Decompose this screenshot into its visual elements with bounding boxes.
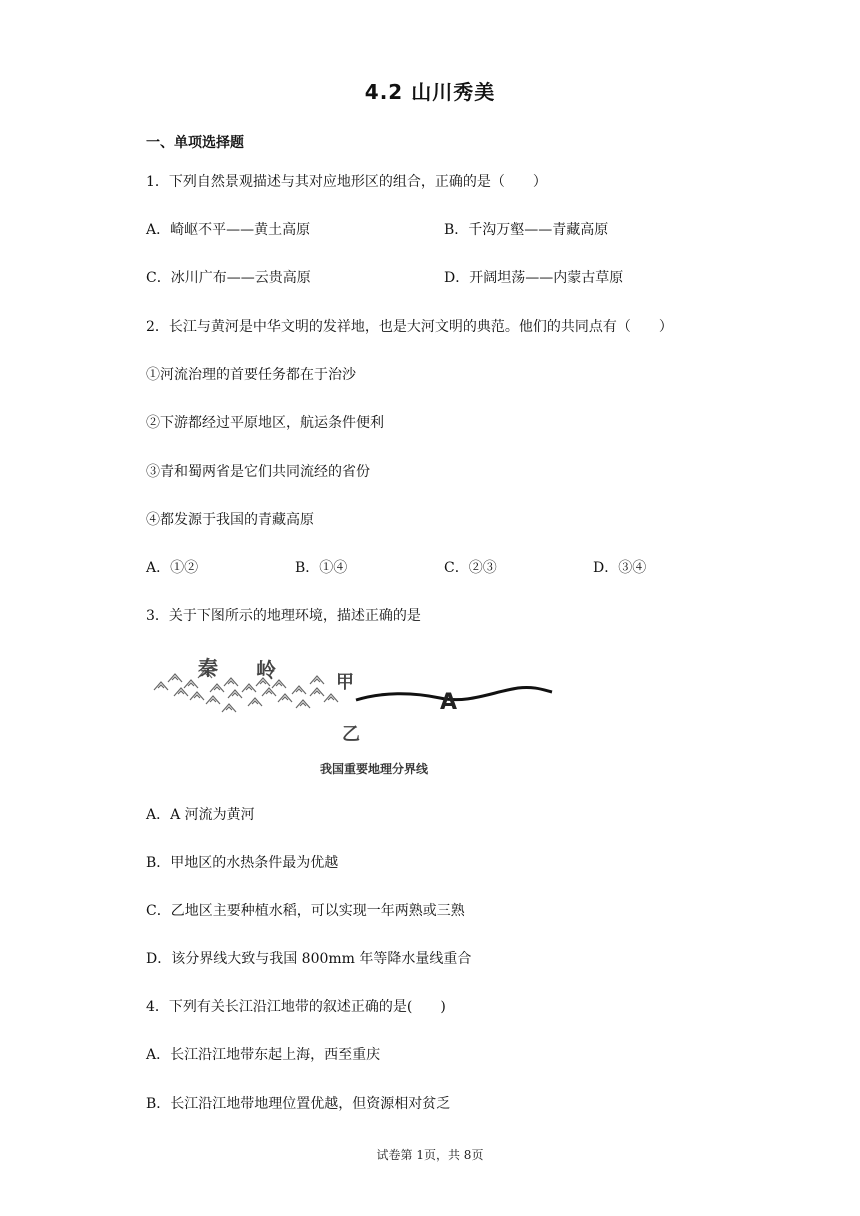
- question-3-option-b: B．甲地区的水热条件最为优越: [146, 855, 339, 871]
- question-2-option-d: D．③④: [593, 560, 647, 576]
- geographic-boundary-figure: [150, 648, 560, 784]
- question-1-option-d: D．开阔坦荡——内蒙古草原: [444, 270, 624, 286]
- question-2-stem: 2．长江与黄河是中华文明的发祥地，也是大河文明的典范。他们的共同点有（ ）: [146, 319, 673, 335]
- mountain-label-ling: 岭: [256, 658, 276, 682]
- question-2-statement-1: ①河流治理的首要任务都在于治沙: [146, 367, 356, 383]
- question-2-statement-3: ③青和蜀两省是它们共同流经的省份: [146, 464, 370, 480]
- question-4-option-b: B．长江沿江地带地理位置优越，但资源相对贫乏: [146, 1096, 451, 1112]
- question-2-option-c: C．②③: [444, 560, 497, 576]
- question-1-stem: 1．下列自然景观描述与其对应地形区的组合，正确的是（ ）: [146, 174, 547, 190]
- question-4-stem: 4．下列有关长江沿江地带的叙述正确的是( ): [146, 999, 446, 1015]
- question-3-option-c: C．乙地区主要种植水稻，可以实现一年两熟或三熟: [146, 903, 465, 919]
- question-3-option-d: D．该分界线大致与我国 800mm 年等降水量线重合: [146, 951, 472, 967]
- question-2-option-a: A．①②: [146, 560, 199, 576]
- question-2-statement-2: ②下游都经过平原地区，航运条件便利: [146, 415, 384, 431]
- question-3-stem: 3．关于下图所示的地理环境，描述正确的是: [146, 608, 421, 624]
- question-2-statement-4: ④都发源于我国的青藏高原: [146, 512, 314, 528]
- figure-caption: 我国重要地理分界线: [320, 762, 429, 776]
- question-2-option-b: B．①④: [295, 560, 348, 576]
- south-region-label: 乙: [342, 724, 360, 745]
- question-1-option-a: A．崎岖不平——黄土高原: [146, 222, 311, 238]
- north-region-label: 甲: [336, 672, 354, 693]
- page-footer: 试卷第 1页，共 8页: [376, 1148, 484, 1162]
- section-heading: 一、单项选择题: [146, 135, 244, 151]
- document-title: 4.2 山川秀美: [364, 80, 496, 104]
- mountain-range-icon: [154, 670, 338, 712]
- question-1-option-c: C．冰川广布——云贵高原: [146, 270, 311, 286]
- river-label: A: [440, 690, 458, 715]
- mountain-label-qin: 秦: [198, 656, 218, 680]
- question-1-option-b: B．千沟万壑——青藏高原: [444, 222, 609, 238]
- question-4-option-a: A．长江沿江地带东起上海，西至重庆: [146, 1047, 381, 1063]
- question-3-option-a: A．A 河流为黄河: [146, 807, 255, 823]
